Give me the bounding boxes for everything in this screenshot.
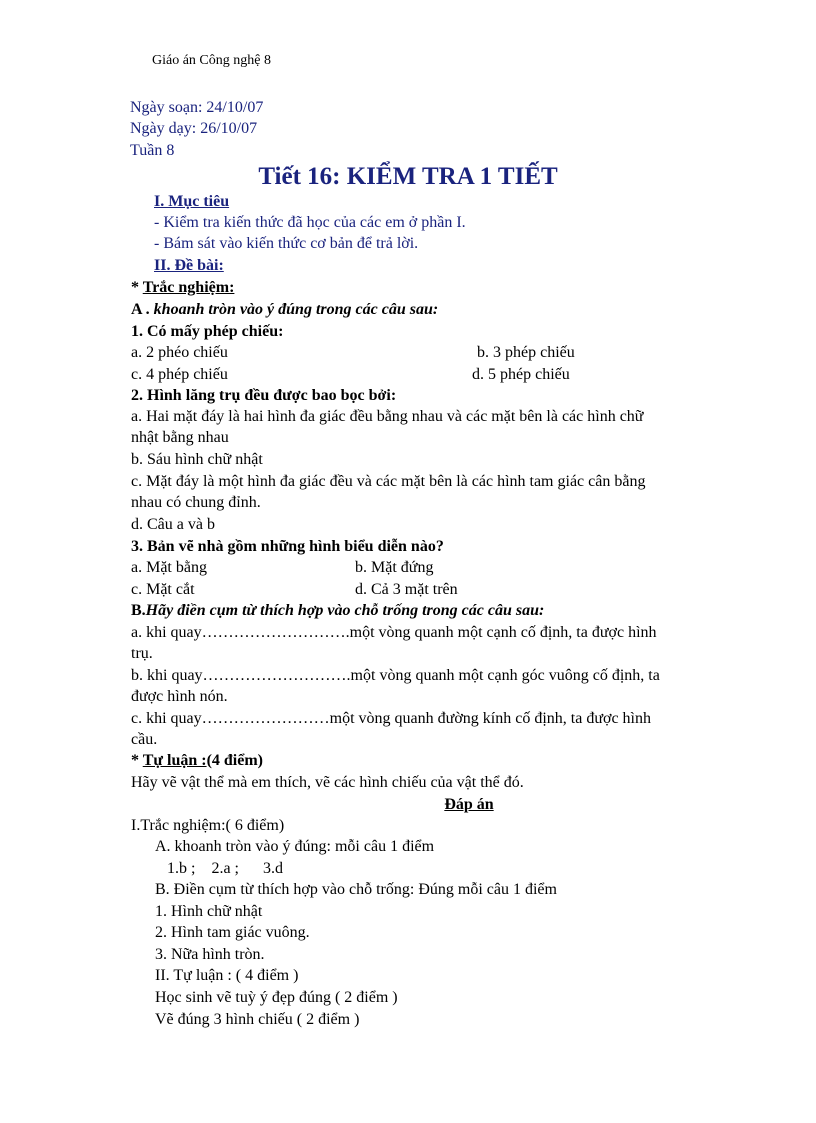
dap-an-line: 1. Hình chữ nhật — [155, 903, 263, 920]
fill-blank-a-cont: trụ. — [131, 645, 153, 662]
dap-an-line: Học sinh vẽ tuỳ ý đẹp đúng ( 2 điểm ) — [155, 989, 398, 1006]
part-b-text: Hãy điền cụm từ thích hợp vào chỗ trống trong các câu sau: — [145, 602, 545, 619]
question-1: 1. Có mấy phép chiếu: — [131, 323, 284, 340]
fill-blank-b-cont: được hình nón. — [131, 688, 228, 705]
question-2: 2. Hình lăng trụ đều được bao bọc bởi: — [131, 387, 397, 404]
part-a-instruction — [131, 300, 438, 320]
dap-an-heading: Đáp án — [444, 796, 494, 813]
fill-blank-c: c. khi quay……………………một vòng quanh đường kính cố định, ta được hình — [131, 710, 651, 727]
fill-blank-c-cont: cầu. — [131, 731, 158, 748]
page-header: Giáo án Công nghệ 8 — [152, 53, 271, 68]
q2-option-c-cont: nhau có chung đỉnh. — [131, 494, 261, 511]
dap-an-line: 2. Hình tam giác vuông. — [155, 924, 310, 941]
muc-tieu-item: - Bám sát vào kiến thức cơ bản để trả lời. — [154, 235, 419, 252]
tu-luan-task: Hãy vẽ vật thể mà em thích, vẽ các hình chiếu của vật thể đó. — [131, 774, 524, 791]
q2-option-a-cont: nhật bằng nhau — [131, 429, 229, 446]
q3-option-b: b. Mặt đứng — [355, 559, 434, 576]
question-3: 3. Bản vẽ nhà gồm những hình biểu diễn nào? — [131, 538, 444, 555]
de-bai-heading: II. Đề bài: — [154, 257, 224, 274]
muc-tieu-heading: I. Mục tiêu — [154, 193, 230, 210]
tu-luan-label: Tự luận : — [142, 752, 207, 769]
q2-option-b: b. Sáu hình chữ nhật — [131, 451, 263, 468]
q3-option-d: d. Cả 3 mặt trên — [355, 581, 458, 598]
trac-nghiem-label: Trắc nghiệm: — [142, 279, 235, 296]
q3-option-a: a. Mặt bằng — [131, 559, 207, 576]
dap-an-line: Vẽ đúng 3 hình chiếu ( 2 điểm ) — [155, 1011, 360, 1028]
fill-blank-b: b. khi quay……………………….một vòng quanh một cạnh góc vuông cố định, ta — [131, 667, 660, 684]
q2-option-a: a. Hai mặt đáy là hai hình đa giác đều bằng nhau và các mặt bên là các hình chữ — [131, 408, 644, 425]
tu-luan-heading — [131, 751, 263, 771]
dap-an-line: II. Tự luận : ( 4 điểm ) — [155, 967, 299, 984]
star-bullet: * — [131, 752, 139, 769]
muc-tieu-item: - Kiểm tra kiến thức đã học của các em ở phần I. — [154, 214, 466, 231]
dap-an-line: B. Điền cụm từ thích hợp vào chỗ trống: Đúng mỗi câu 1 điểm — [155, 881, 557, 898]
q3-option-c: c. Mặt cắt — [131, 581, 195, 598]
dap-an-line: I.Trắc nghiệm:( 6 điểm) — [131, 817, 285, 834]
q1-option-c: c. 4 phép chiếu — [131, 366, 228, 383]
fill-blank-a: a. khi quay……………………….một vòng quanh một cạnh cố định, ta được hình — [131, 624, 657, 641]
trac-nghiem-heading — [131, 278, 234, 298]
dap-an-line: 1.b ; 2.a ; 3.d — [167, 860, 283, 877]
q1-option-b: b. 3 phép chiếu — [477, 344, 575, 361]
star-bullet: * — [131, 279, 139, 296]
tuan: Tuần 8 — [130, 142, 175, 159]
part-a-prefix: A . — [131, 301, 150, 318]
page-title: Tiết 16: KIỂM TRA 1 TIẾT — [258, 163, 558, 190]
part-b-prefix: B. — [131, 602, 146, 619]
dap-an-line: A. khoanh tròn vào ý đúng: mỗi câu 1 điểm — [155, 838, 435, 855]
q1-option-d: d. 5 phép chiếu — [472, 366, 570, 383]
q1-option-a: a. 2 phéo chiếu — [131, 344, 228, 361]
dap-an-line: 3. Nữa hình tròn. — [155, 946, 265, 963]
ngay-day: Ngày dạy: 26/10/07 — [130, 120, 258, 137]
ngay-soan: Ngày soạn: 24/10/07 — [130, 99, 264, 116]
part-b-instruction — [131, 601, 544, 621]
q2-option-c: c. Mặt đáy là một hình đa giác đều và các mặt bên là các hình tam giác cân bằng — [131, 473, 646, 490]
tu-luan-points: (4 điểm) — [206, 752, 263, 769]
part-a-text: khoanh tròn vào ý đúng trong các câu sau: — [153, 301, 439, 318]
q2-option-d: d. Câu a và b — [131, 516, 215, 533]
